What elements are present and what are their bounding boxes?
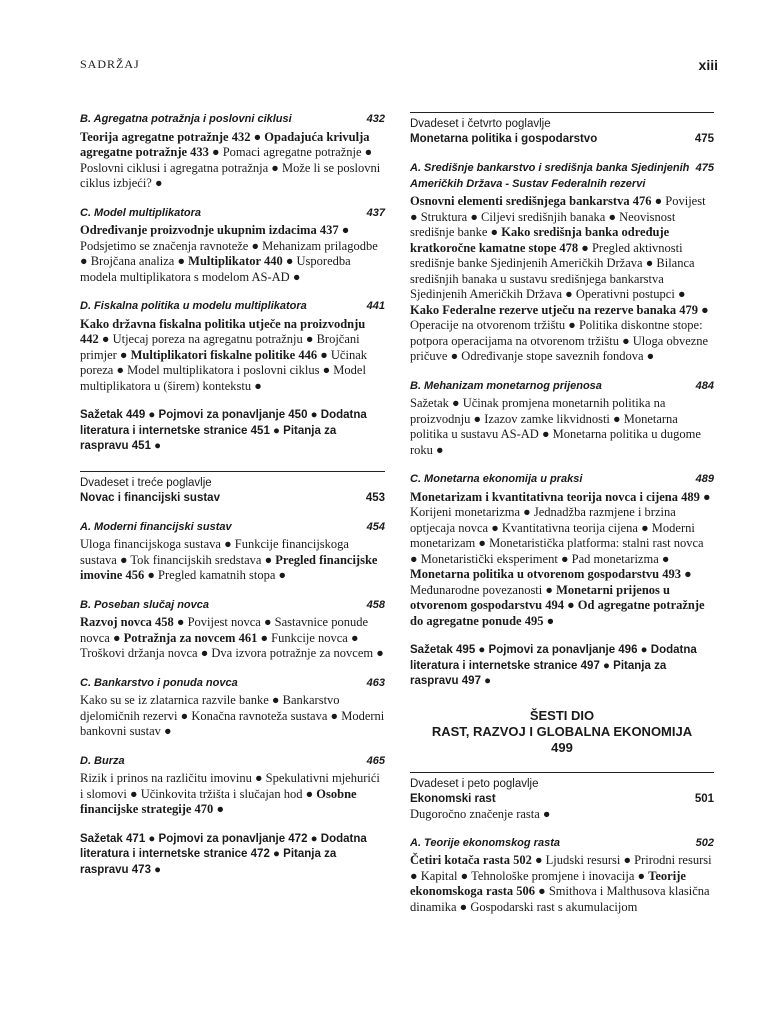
toc-entry: Neovisnost središnje banke — [410, 209, 676, 239]
toc-section — [410, 379, 714, 459]
chapter-summary: Sažetak 471 ● Pojmovi za ponavljanje 472 ● Dodatna literatura i internetske stranice 472 ● Pitanja za raspravu 473 ● — [80, 832, 367, 876]
toc-entry: Troškovi držanja novca — [80, 646, 198, 660]
toc-entry: Poslovni ciklusi i agregatna potražnja — [80, 160, 269, 175]
toc-entry: Teorije ekonomskoga rasta 506 — [410, 868, 686, 898]
toc-entry: Podsjetimo se značenja ravnoteže — [80, 238, 249, 253]
toc-entry: Tok financijskih sredstava — [130, 552, 262, 567]
toc-entry: Ljudski resursi — [545, 853, 621, 867]
section-page: 458 — [366, 598, 385, 611]
section-entries: Teorija agregatne potražnje 432 ● Opadajuća krivulja agregatne potražnje 433 ● Pomaci agregatne potražnje ● Poslovni ciklusi i agregatna potražnja ● Može li se poslovni ciklus izbjeći? ● — [80, 129, 381, 190]
toc-entry: Osobne financijske strategije 470 — [80, 786, 357, 816]
sections-a — [80, 112, 385, 394]
toc-entry: Utjecaj poreza na agregatnu potražnju — [112, 332, 303, 346]
toc-entry: Model multiplikatora u (širem) kontekstu — [80, 363, 366, 393]
toc-entry: Monetarna politika u otvorenom gospodarstvu 493 — [410, 567, 681, 581]
toc-entry: Politika diskontne stope: potpora operacijama na otvorenom tržištu — [410, 318, 703, 348]
page-number: xiii — [698, 57, 718, 73]
toc-section — [410, 161, 714, 365]
part-label: ŠESTI DIO — [529, 707, 595, 723]
chapter-title: Ekonomski rast — [410, 792, 496, 805]
section-entries: Četiri kotača rasta 502 ● Ljudski resursi ● Prirodni resursi ● Kapital ● Tehnološke promjene i inovacija ● Teorije ekonomskoga rasta 506 ● Smithova i Malthusova klasična dinamika ● Gospodarski rast s akumulacijom — [410, 853, 712, 914]
section-title: C. Bankarstvo i ponuda novca — [80, 676, 238, 689]
toc-section — [80, 598, 385, 662]
toc-entry: Konačna ravnoteža sustava — [191, 708, 328, 723]
section-page: 463 — [366, 676, 385, 689]
chapter-page: 501 — [694, 792, 714, 805]
section-heading — [80, 676, 385, 692]
chapter-label: Dvadeset i treće poglavlje — [80, 476, 212, 489]
toc-entry: Sažetak — [410, 396, 449, 410]
section-heading — [80, 520, 385, 536]
toc-entry: Monetaristička platforma: stalni rast novca — [489, 536, 704, 550]
toc-entry: Smithova i Malthusova klasična dinamika — [410, 884, 710, 914]
toc-entry: Bilanca središnjih banaka u sustavu središnjega bankarstva Sjedinjenih Američkih Država — [410, 256, 695, 301]
toc-entry: Monetarizam i kvantitativna teorija novca i cijena 489 — [410, 489, 700, 504]
toc-entry: Sastavnice ponude novca — [80, 615, 369, 645]
toc-entry: Određivanje stope saveznih fondova — [461, 349, 644, 363]
toc-entry: Povijest — [665, 194, 706, 208]
chapter-title: Monetarna politika i gospodarstvo — [410, 133, 598, 145]
section-title: D. Burza — [80, 754, 125, 767]
section-entries: Rizik i prinos na različitu imovinu ● Spekulativni mjehurići i slomovi ● Učinkovita tržišta i slučajan hod ● Osobne financijske strategije 470 ● — [80, 771, 380, 816]
toc-entry: Korijeni monetarizma — [410, 505, 521, 519]
toc-entry: Kako su se iz zlatarnica razvile banke — [80, 693, 269, 707]
toc-entry: Pomaci agregatne potražnje — [222, 145, 362, 159]
sections-b — [80, 520, 385, 818]
section-heading — [80, 299, 385, 315]
chapter-label: Dvadeset i četvrto poglavlje — [410, 118, 551, 130]
chapter-heading — [80, 471, 385, 506]
section-title: A. Moderni financijski sustav — [80, 520, 232, 533]
toc-section — [80, 520, 385, 584]
section-entries: Osnovni elementi središnjega bankarstva 476 ● Povijest ● Struktura ● Ciljevi središnjih banaka ● Neovisnost središnje banke ● Kako središnja banka određuje kratkoročne kamatne stope 478 ● Pregled aktivnosti središnje banke Sjedinjenih Američkih Država ● Bilanca središnjih banaka u sustavu središnjega bankarstva Sjedinjenih Američkih Država ● Operativni postupci ● Kako Federalne rezerve utječu na rezerve banaka 479 ● Operacije na otvorenom tržištu ● Politika diskontne stope: potpora operacijama na otvorenom tržištu ● Uloga obvezne pričuve ● Određivanje stope saveznih fondova ● — [410, 194, 709, 363]
toc-entry: Osnovni elementi središnjega bankarstva 476 — [410, 194, 652, 208]
toc-entry: Operativni postupci — [575, 287, 675, 301]
section-heading — [410, 472, 714, 488]
section-page: 437 — [366, 206, 385, 219]
section-title: C. Model multiplikatora — [80, 206, 202, 219]
section-entries: Kako državna fiskalna politika utječe na proizvodnju 442 ● Utjecaj poreza na agregatnu potražnju ● Brojčani primjer ● Multiplikatori fiskalne politike 446 ● Učinak poreza ● Model multiplikatora i poslovni ciklus ● Model multiplikatora u (širem) kontekstu ● — [80, 316, 368, 393]
chapter-summary: Sažetak 449 ● Pojmovi za ponavljanje 450 ● Dodatna literatura i internetske stranice 451 ● Pitanja za raspravu 451 ● — [80, 409, 367, 452]
toc-entry: Operacije na otvorenom tržištu — [410, 318, 566, 332]
chapter-summary: Sažetak 495 ● Pojmovi za ponavljanje 496 ● Dodatna literatura i internetske stranice 497 ● Pitanja za raspravu 497 ● — [410, 644, 697, 687]
toc-entry: Određivanje proizvodnje ukupnim izdacima 437 — [80, 223, 339, 237]
section-title: C. Monetarna ekonomija u praksi — [410, 473, 583, 485]
section-heading — [80, 598, 385, 614]
toc-entry: Teorija agregatne potražnje 432 — [80, 129, 251, 144]
section-entries: Uloga financijskoga sustava ● Funkcije financijskoga sustava ● Tok financijskih sredstava ● Pregled financijske imovine 456 ● Pregled kamatnih stopa ● — [80, 537, 378, 582]
part-title: RAST, RAZVOJ I GLOBALNA EKONOMIJA — [431, 723, 693, 739]
page-header — [80, 57, 718, 81]
toc-entry: Brojčana analiza — [90, 254, 175, 268]
toc-entry: Multiplikatori fiskalne politike 446 — [130, 347, 318, 362]
chapter-heading — [410, 772, 714, 822]
toc-entry: Monetaristički eksperiment — [420, 551, 558, 566]
toc-entry: Od agregatne potražnje do agregatne ponude 495 — [410, 598, 705, 628]
section-entries: Monetarizam i kvantitativna teorija novca i cijena 489 ● Korijeni monetarizma ● Jednadžba razmjene i brzina optjecaja novca ● Kvantitativna teorija cijena ● Moderni monetarizam ● Monetaristička platforma: stalni rast novca ● Monetaristički eksperiment ● Pad monetarizma ● Monetarna politika u otvorenom gospodarstvu 493 ● Međunarodne povezanosti ● Monetarni prijenos u otvorenom gospodarstvu 494 ● Od agregatne potražnje do agregatne ponude 495 ● — [410, 489, 711, 628]
toc-entry: Pad monetarizma — [571, 551, 659, 566]
section-title: B. Poseban slučaj novca — [80, 598, 209, 611]
section-page: 502 — [695, 836, 714, 849]
toc-entry: Moderni bankovni sustav — [80, 708, 385, 738]
toc-entry: Uloga obvezne pričuve — [410, 333, 709, 363]
section-page: 465 — [366, 754, 385, 767]
toc-entry: Multiplikator 440 — [188, 254, 283, 268]
toc-entry: Funkcije financijskoga sustava — [80, 537, 349, 567]
section-page: 489 — [695, 473, 714, 485]
toc-entry: Može li se poslovni ciklus izbjeći? — [80, 160, 381, 190]
section-entries: Razvoj novca 458 ● Povijest novca ● Sastavnice ponude novca ● Potražnja za novcem 461 ● Funkcije novca ● Troškovi držanja novca ● Dva izvora potražnje za novcem ● — [80, 615, 384, 660]
toc-entry: Učinak poreza — [80, 347, 368, 377]
sections-b — [410, 836, 714, 916]
section-page: 454 — [366, 520, 385, 533]
toc-entry: Uloga financijskoga sustava — [80, 537, 221, 551]
right-column — [410, 112, 714, 929]
section-title: B. Agregatna potražnja i poslovni ciklusi — [80, 113, 292, 125]
toc-entry: Monetarna politika u dugome roku — [410, 427, 701, 457]
toc-entry: Četiri kotača rasta 502 — [410, 853, 532, 867]
toc-entry: Struktura — [420, 209, 468, 224]
toc-entry: Kvantitativna teorija cijena — [501, 520, 638, 535]
section-entries: Kako su se iz zlatarnica razvile banke ● Bankarstvo djelomičnih rezervi ● Konačna ravnoteža sustava ● Moderni bankovni sustav ● — [80, 693, 385, 738]
toc-entry: Razvoj novca 458 — [80, 615, 174, 629]
toc-section — [80, 754, 385, 818]
toc-entry: Rizik i prinos na različitu imovinu — [80, 771, 252, 785]
toc-entry: Pregled aktivnosti središnje banke Sjedinjenih Američkih Država — [410, 240, 683, 270]
toc-entry: Tehnološke promjene i inovacija — [471, 868, 635, 883]
toc-entry: Kako središnja banka određuje kratkoročne kamatne stope 478 — [410, 225, 670, 255]
section-heading — [410, 161, 714, 192]
section-title: D. Fiskalna politika u modelu multiplikatora — [80, 300, 307, 312]
toc-entry: Potražnja za novcem 461 — [123, 630, 258, 645]
section-page: 432 — [366, 113, 385, 125]
section-heading — [410, 836, 714, 852]
chapter-label: Dvadeset i peto poglavlje — [410, 777, 539, 790]
toc-entry: Kapital — [420, 868, 458, 883]
left-column — [80, 112, 385, 894]
toc-entry: Pregled financijske imovine 456 — [80, 552, 378, 582]
section-heading — [80, 206, 385, 222]
chapter-page: 453 — [365, 491, 385, 504]
running-head: SADRŽAJ — [80, 57, 140, 71]
toc-entry: Monetarna politika u sustavu AS-AD — [410, 411, 678, 441]
section-title: B. Mehanizam monetarnog prijenosa — [410, 379, 602, 392]
toc-section — [80, 676, 385, 740]
toc-entry: Kako državna fiskalna politika utječe na proizvodnju 442 — [80, 316, 366, 346]
toc-entry: Mehanizam prilagodbe — [262, 238, 378, 253]
toc-section — [80, 112, 385, 192]
toc-entry: Opadajuća krivulja agregatne potražnje 433 — [80, 129, 370, 159]
sections-a — [410, 161, 714, 629]
toc-entry: Moderni monetarizam — [410, 520, 695, 550]
toc-section — [410, 472, 714, 629]
section-title: A. Središnje bankarstvo i središnja banka Sjedinjenih Američkih Država - Sustav Federalnih rezervi — [410, 162, 690, 190]
section-heading — [80, 112, 385, 128]
toc-entry: Izazov zamke likvidnosti — [484, 411, 610, 426]
section-page: 484 — [695, 379, 714, 392]
toc-entry: Kako Federalne rezerve utječu na rezerve banaka 479 — [410, 302, 699, 317]
chapter-title: Novac i financijski sustav — [80, 491, 220, 504]
toc-entry: Međunarodne povezanosti — [410, 582, 543, 597]
toc-entry: Brojčani primjer — [80, 332, 360, 362]
chapter-page: 475 — [694, 133, 714, 145]
chapter-heading — [410, 112, 714, 147]
toc-entry: Ciljevi središnjih banaka — [481, 209, 606, 224]
toc-entry: Monetarni prijenos u otvorenom gospodarstvu 494 — [410, 582, 670, 612]
section-entries: Određivanje proizvodnje ukupnim izdacima 437 ● Podsjetimo se značenja ravnoteže ● Mehanizam prilagodbe ● Brojčana analiza ● Multiplikator 440 ● Usporedba modela multiplikatora s modelom AS-AD ● — [80, 223, 378, 284]
section-heading — [410, 379, 714, 395]
toc-section — [80, 206, 385, 286]
section-title: A. Teorije ekonomskog rasta — [410, 836, 560, 849]
chapter-description: Dugoročno značenje rasta ● — [410, 806, 551, 821]
toc-entry: Bankarstvo djelomičnih rezervi — [80, 693, 340, 723]
toc-section — [410, 836, 714, 916]
toc-entry: Učinkovita tržišta i slučajan hod — [140, 786, 303, 801]
toc-entry: Pregled kamatnih stopa — [158, 568, 276, 582]
toc-entry: Spekulativni mjehurići i slomovi — [80, 771, 380, 801]
section-heading — [80, 754, 385, 770]
toc-entry: Gospodarski rast s akumulacijom — [470, 899, 638, 914]
toc-section — [80, 299, 385, 394]
toc-entry: Prirodni resursi — [634, 853, 712, 867]
part-page: 499 — [551, 739, 573, 755]
toc-entry: Model multiplikatora i poslovni ciklus — [127, 363, 320, 377]
toc-entry: Funkcije novca — [271, 630, 348, 645]
part-heading — [410, 708, 714, 756]
toc-entry: Dva izvora potražnje za novcem — [211, 646, 374, 660]
toc-entry: Jednadžba razmjene i brzina optjecaja novca — [410, 505, 676, 535]
section-entries: Sažetak ● Učinak promjena monetarnih politika na proizvodnju ● Izazov zamke likvidnosti ● Monetarna politika u sustavu AS-AD ● Monetarna politika u dugome roku ● — [410, 396, 701, 457]
toc-entry: Učinak promjena monetarnih politika na proizvodnju — [410, 396, 666, 426]
section-page: 475 — [695, 162, 714, 174]
toc-entry: Povijest novca — [187, 615, 261, 629]
section-page: 441 — [366, 300, 385, 312]
toc-entry: Usporedba modela multiplikatora s modelom AS-AD — [80, 254, 351, 284]
